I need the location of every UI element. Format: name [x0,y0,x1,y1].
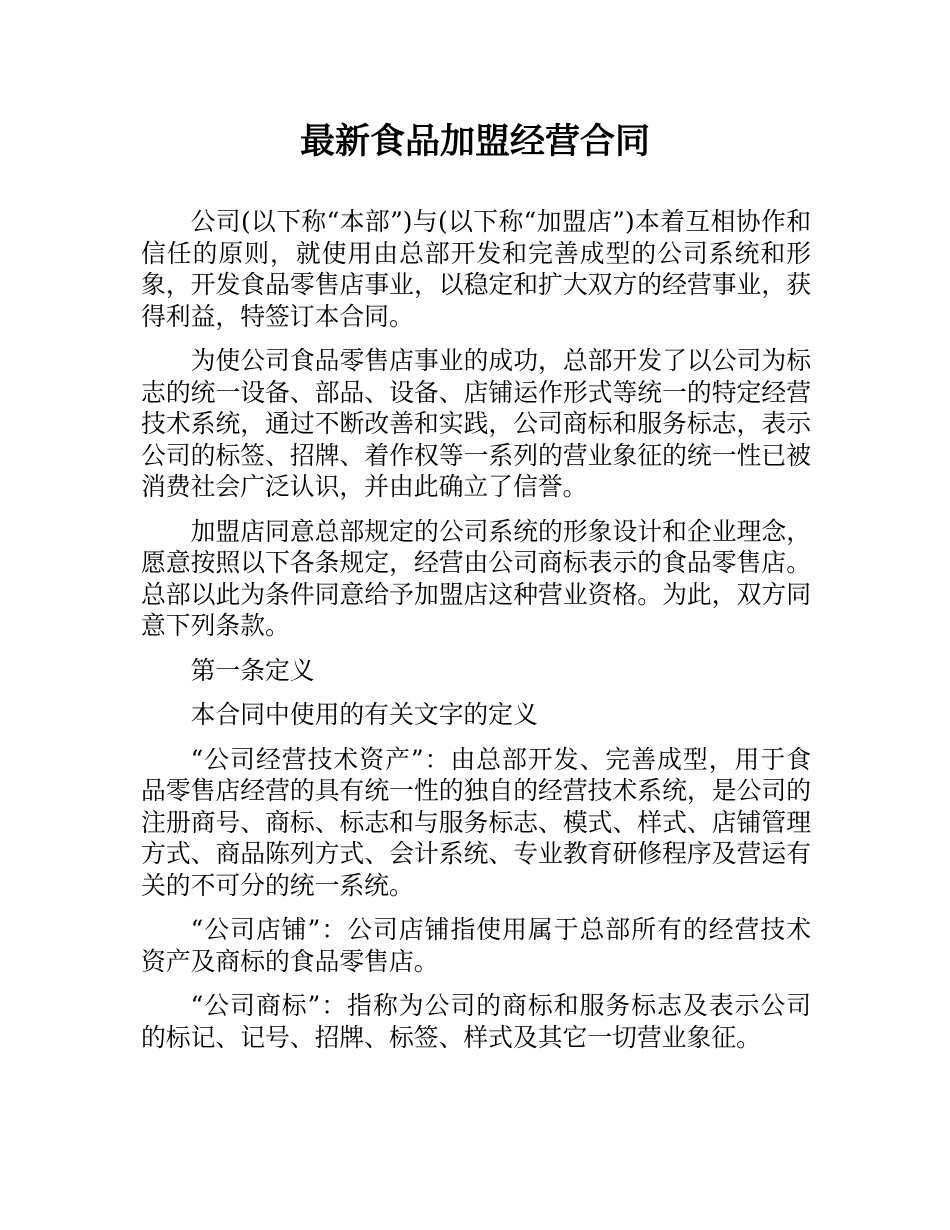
paragraph-background: 为使公司食品零售店事业的成功，总部开发了以公司为标志的统一设备、部品、设备、店铺运作形式等统一的特定经营技术系统，通过不断改善和实践，公司商标和服务标志，表示公司的标签、招牌、着作权等一系列的营业象征的统一性已被消费社会广泛认识，并由此确立了信誉。 [141,346,811,501]
article-heading: 第一条定义 [190,655,315,685]
definition-technical-assets: “公司经营技术资产”：由总部开发、完善成型，用于食品零售店经营的具有统一性的独自的经营技术系统，是公司的注册商号、商标、标志和与服务标志、模式、样式、店铺管理方式、商品陈列方式、会计系统、专业教育研修程序及营运有关的不可分的统一系统。 [141,744,811,900]
definition-company-store: “公司店铺”：公司店铺指使用属于总部所有的经营技术资产及商标的食品零售店。 [141,915,811,976]
document-body [141,206,811,1066]
paragraph-definitions-intro: 本合同中使用的有关文字的定义 [190,700,538,729]
paragraph-intro: 公司(以下称“本部”)与(以下称“加盟店”)本着互相协作和信任的原则，就使用由总部开发和完善成型的公司系统和形象，开发食品零售店事业，以稳定和扩大双方的经营事业，获得利益，特签订本合同。 [141,207,811,331]
definition-company-trademark: “公司商标”：指称为公司的商标和服务标志及表示公司的标记、记号、招牌、标签、样式及其它一切营业象征。 [141,991,811,1052]
paragraph-agreement: 加盟店同意总部规定的公司系统的形象设计和企业理念，愿意按照以下各条规定，经营由公司商标表示的食品零售店。总部以此为条件同意给予加盟店这种营业资格。为此，双方同意下列条款。 [141,516,811,640]
document-title: 最新食品加盟经营合同 [299,122,650,162]
